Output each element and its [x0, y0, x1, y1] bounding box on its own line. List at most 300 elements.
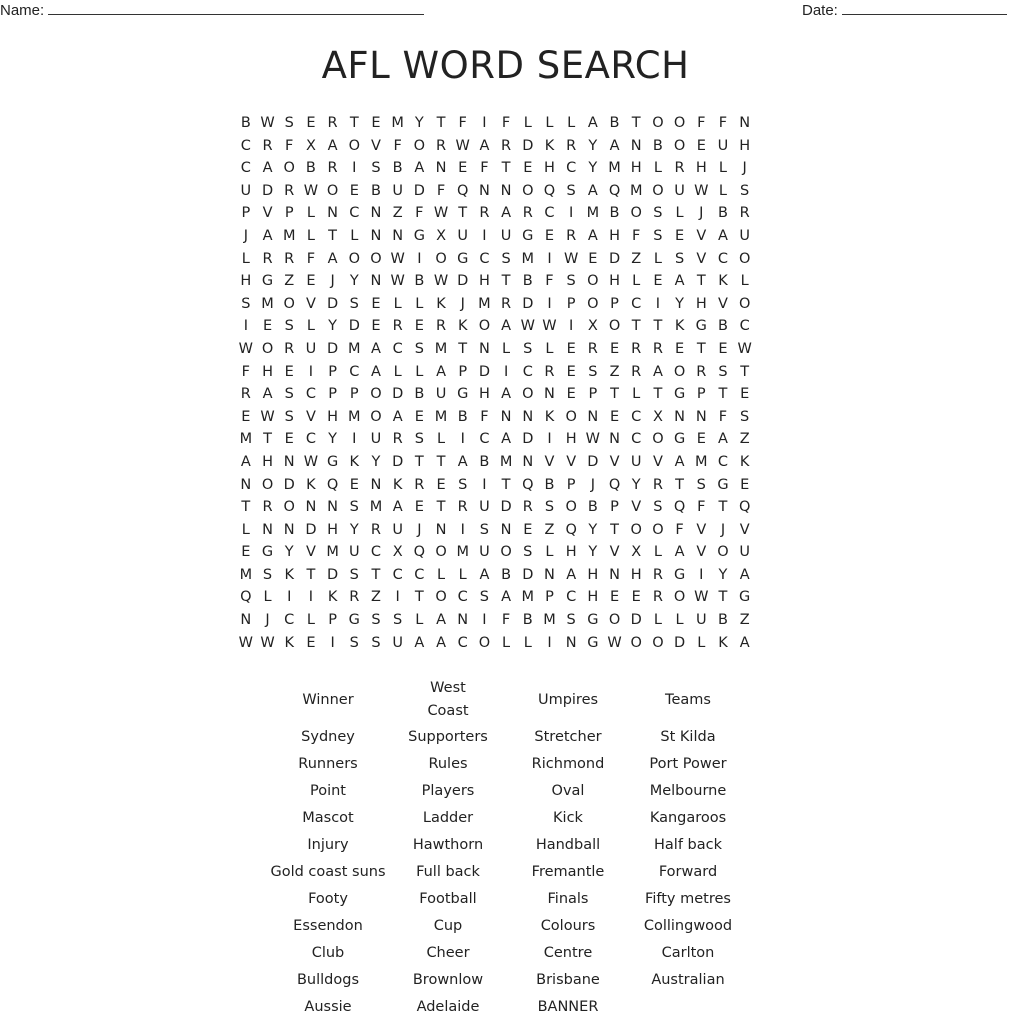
- grid-letter: A: [262, 386, 273, 403]
- grid-letter: P: [588, 386, 598, 403]
- grid-letter: E: [414, 408, 424, 425]
- grid-letter: M: [282, 227, 296, 244]
- grid-letter: T: [675, 476, 685, 493]
- grid-letter: G: [522, 227, 534, 244]
- grid-letter: T: [501, 476, 511, 493]
- grid-letter: T: [610, 386, 619, 403]
- grid-letter: I: [460, 431, 465, 448]
- grid-letter: S: [740, 408, 750, 425]
- word-item: Cup: [433, 918, 463, 934]
- grid-letter: Z: [284, 273, 295, 290]
- word-item: Kick: [553, 810, 583, 826]
- grid-letter: Y: [588, 137, 598, 154]
- grid-letter: L: [415, 295, 424, 312]
- grid-row: [235, 180, 756, 203]
- grid-row: [235, 157, 756, 180]
- grid-letter: X: [652, 408, 663, 425]
- grid-letter: E: [653, 273, 663, 290]
- grid-letter: G: [587, 634, 599, 651]
- grid-letter: R: [327, 160, 338, 177]
- grid-letter: W: [737, 340, 752, 357]
- grid-letter: V: [305, 544, 316, 561]
- grid-letter: K: [739, 453, 750, 470]
- grid-letter: O: [652, 182, 664, 199]
- grid-letter: C: [240, 160, 251, 177]
- grid-letter: I: [547, 431, 552, 448]
- grid-letter: A: [436, 634, 446, 651]
- grid-letter: R: [652, 566, 663, 583]
- grid-letter: T: [371, 566, 381, 583]
- grid-letter: K: [284, 566, 294, 583]
- grid-letter: O: [587, 273, 599, 290]
- grid-letter: W: [303, 182, 319, 199]
- grid-letter: M: [348, 408, 361, 425]
- word-item: Football: [419, 891, 477, 907]
- word-item: Winner: [302, 691, 354, 708]
- grid-letter: V: [262, 205, 273, 222]
- grid-letter: S: [740, 182, 750, 199]
- grid-letter: E: [675, 340, 685, 357]
- grid-letter: L: [653, 250, 662, 267]
- grid-letter: J: [699, 205, 704, 222]
- grid-letter: P: [349, 386, 359, 403]
- grid-letter: E: [284, 363, 294, 380]
- grid-letter: O: [565, 408, 577, 425]
- grid-letter: L: [632, 386, 641, 403]
- word-row: [268, 940, 748, 967]
- grid-letter: C: [305, 431, 316, 448]
- word-item: Brownlow: [412, 972, 484, 988]
- grid-letter: N: [565, 634, 577, 651]
- grid-letter: S: [479, 589, 490, 606]
- grid-letter: O: [565, 499, 577, 516]
- grid-letter: R: [739, 205, 750, 222]
- grid-letter: O: [370, 250, 382, 267]
- grid-letter: B: [305, 160, 316, 177]
- grid-row: [235, 293, 756, 316]
- grid-letter: M: [456, 544, 469, 561]
- grid-letter: H: [240, 273, 252, 290]
- grid-letter: I: [547, 634, 552, 651]
- grid-letter: U: [739, 544, 750, 561]
- grid-letter: W: [260, 115, 275, 131]
- grid-letter: D: [413, 182, 425, 199]
- grid-letter: O: [738, 295, 751, 312]
- grid-letter: D: [500, 499, 512, 516]
- grid-letter: A: [739, 634, 750, 651]
- grid-row: [235, 496, 756, 519]
- grid-letter: H: [609, 273, 620, 290]
- grid-letter: E: [566, 363, 576, 380]
- word-item: Umpires: [537, 691, 599, 708]
- grid-letter: M: [521, 589, 535, 606]
- grid-letter: N: [609, 431, 620, 448]
- grid-letter: H: [695, 160, 707, 177]
- date-label: Date:: [802, 2, 838, 19]
- grid-letter: E: [371, 318, 381, 335]
- grid-letter: R: [284, 340, 295, 357]
- grid-letter: K: [544, 137, 555, 154]
- grid-letter: E: [349, 476, 359, 493]
- grid-letter: W: [260, 634, 275, 651]
- grid-letter: S: [458, 476, 468, 493]
- grid-letter: A: [674, 273, 685, 290]
- grid-letter: A: [479, 137, 490, 154]
- grid-letter: M: [369, 499, 383, 516]
- grid-letter: D: [305, 521, 317, 538]
- grid-letter: N: [674, 408, 686, 425]
- word-item: Colours: [540, 918, 596, 934]
- grid-letter: E: [306, 115, 316, 131]
- word-item: Supporters: [408, 729, 488, 745]
- grid-letter: Q: [738, 499, 751, 516]
- grid-row: [235, 451, 756, 474]
- grid-letter: W: [390, 273, 405, 290]
- grid-letter: E: [284, 431, 294, 448]
- grid-letter: T: [501, 160, 511, 177]
- grid-letter: N: [435, 160, 447, 177]
- grid-row: [235, 609, 756, 632]
- grid-letter: U: [739, 227, 750, 244]
- grid-letter: H: [262, 363, 273, 380]
- grid-letter: R: [457, 499, 468, 516]
- grid-letter: O: [587, 295, 599, 312]
- grid-letter: E: [458, 160, 468, 177]
- grid-letter: Q: [326, 476, 339, 493]
- grid-letter: M: [261, 295, 274, 312]
- grid-letter: A: [501, 205, 512, 222]
- grid-letter: H: [565, 544, 577, 561]
- grid-letter: U: [305, 340, 317, 357]
- grid-letter: L: [458, 566, 467, 583]
- grid-letter: P: [696, 386, 706, 403]
- grid-letter: C: [349, 363, 360, 380]
- word-item: Bulldogs: [296, 972, 360, 988]
- grid-letter: L: [393, 363, 402, 380]
- grid-letter: Y: [675, 295, 685, 312]
- grid-letter: D: [457, 273, 469, 290]
- grid-letter: S: [371, 160, 381, 177]
- grid-letter: P: [284, 205, 294, 222]
- grid-letter: G: [695, 318, 707, 335]
- grid-letter: S: [653, 205, 663, 222]
- grid-letter: P: [328, 363, 337, 380]
- grid-letter: H: [587, 589, 599, 606]
- grid-letter: T: [718, 589, 728, 606]
- grid-letter: O: [478, 634, 491, 651]
- grid-letter: D: [587, 453, 599, 470]
- grid-letter: L: [436, 566, 446, 583]
- grid-letter: O: [261, 476, 274, 493]
- grid-letter: R: [284, 182, 295, 199]
- grid-letter: B: [414, 386, 425, 403]
- grid-letter: D: [392, 453, 404, 470]
- grid-letter: W: [607, 634, 622, 651]
- grid-letter: G: [261, 273, 274, 290]
- grid-letter: E: [544, 227, 555, 244]
- word-row: [268, 676, 748, 724]
- word-item: Point: [309, 783, 346, 799]
- grid-letter: E: [696, 137, 706, 154]
- grid-letter: A: [392, 408, 403, 425]
- grid-letter: O: [435, 544, 447, 561]
- word-row: [268, 832, 748, 859]
- grid-letter: E: [631, 589, 641, 606]
- grid-letter: V: [371, 137, 381, 154]
- grid-letter: K: [544, 408, 555, 425]
- grid-letter: L: [502, 634, 511, 651]
- grid-letter: C: [479, 250, 490, 267]
- word-item: Footy: [308, 891, 348, 907]
- grid-letter: S: [653, 499, 663, 516]
- grid-letter: B: [501, 566, 512, 583]
- grid-letter: G: [348, 612, 360, 629]
- grid-letter: R: [696, 363, 707, 380]
- grid-letter: E: [609, 589, 620, 606]
- grid-letter: C: [305, 386, 316, 403]
- grid-letter: L: [653, 612, 662, 629]
- grid-letter: A: [414, 634, 425, 651]
- grid-letter: B: [717, 318, 728, 335]
- grid-letter: L: [740, 273, 749, 290]
- grid-letter: B: [392, 160, 403, 177]
- grid-letter: M: [543, 612, 556, 629]
- grid-letter: W: [433, 205, 449, 222]
- grid-letter: J: [590, 476, 595, 493]
- grid-letter: W: [563, 250, 579, 267]
- grid-letter: D: [392, 386, 404, 403]
- grid-letter: N: [435, 521, 447, 538]
- grid-letter: O: [500, 544, 512, 561]
- grid-letter: C: [566, 160, 577, 177]
- word-item: Ladder: [422, 810, 474, 826]
- grid-letter: B: [717, 612, 728, 629]
- word-item: Richmond: [531, 756, 605, 772]
- word-list: [268, 676, 748, 1021]
- grid-letter: R: [479, 205, 490, 222]
- grid-letter: B: [457, 408, 468, 425]
- grid-letter: Q: [457, 182, 469, 199]
- grid-letter: L: [502, 340, 511, 357]
- grid-letter: T: [718, 499, 728, 516]
- grid-letter: U: [500, 227, 512, 244]
- grid-letter: T: [458, 340, 468, 357]
- grid-letter: L: [306, 318, 315, 335]
- grid-letter: T: [740, 363, 750, 380]
- grid-letter: O: [652, 634, 664, 651]
- grid-letter: O: [283, 160, 295, 177]
- grid-letter: O: [652, 521, 664, 538]
- grid-letter: T: [436, 453, 446, 470]
- grid-letter: W: [455, 137, 470, 154]
- grid-letter: E: [241, 544, 251, 561]
- grid-letter: C: [522, 363, 533, 380]
- word-item: Players: [421, 783, 475, 799]
- grid-letter: A: [501, 318, 512, 335]
- grid-letter: M: [391, 115, 404, 131]
- grid-letter: R: [652, 589, 663, 606]
- grid-letter: H: [630, 566, 642, 583]
- grid-letter: W: [390, 250, 405, 267]
- grid-letter: M: [608, 160, 621, 177]
- grid-letter: R: [631, 363, 642, 380]
- grid-letter: R: [566, 137, 577, 154]
- grid-letter: E: [740, 386, 750, 403]
- grid-letter: G: [673, 386, 686, 403]
- word-item: Injury: [307, 837, 349, 853]
- grid-row: [235, 270, 756, 293]
- grid-letter: R: [349, 589, 360, 606]
- grid-letter: A: [718, 431, 728, 448]
- grid-letter: Y: [284, 544, 294, 561]
- grid-row: [235, 428, 756, 451]
- grid-row: [235, 474, 756, 497]
- grid-letter: V: [718, 295, 728, 312]
- grid-letter: R: [392, 431, 403, 448]
- grid-letter: U: [717, 137, 729, 154]
- grid-letter: S: [349, 566, 359, 583]
- grid-letter: U: [479, 544, 490, 561]
- grid-letter: O: [348, 137, 360, 154]
- grid-letter: F: [415, 205, 424, 222]
- grid-letter: Q: [608, 476, 621, 493]
- grid-letter: U: [392, 182, 403, 199]
- grid-letter: I: [287, 589, 292, 606]
- grid-letter: N: [283, 521, 295, 538]
- grid-letter: J: [243, 227, 248, 244]
- grid-letter: T: [306, 566, 316, 583]
- grid-letter: C: [717, 453, 729, 470]
- grid-letter: U: [435, 386, 447, 403]
- grid-letter: K: [349, 453, 360, 470]
- grid-letter: I: [569, 318, 574, 335]
- grid-letter: S: [501, 250, 511, 267]
- word-row: [268, 805, 748, 832]
- grid-letter: N: [370, 205, 382, 222]
- grid-letter: L: [436, 431, 446, 448]
- grid-letter: N: [522, 408, 534, 425]
- grid-letter: S: [566, 612, 576, 629]
- word-row: [268, 778, 748, 805]
- grid-row: [235, 112, 756, 135]
- grid-letter: Y: [718, 566, 728, 583]
- grid-letter: C: [479, 431, 490, 448]
- grid-letter: H: [478, 386, 490, 403]
- grid-letter: L: [632, 273, 641, 290]
- grid-letter: O: [413, 137, 426, 154]
- grid-letter: N: [240, 476, 252, 493]
- grid-letter: F: [480, 160, 489, 177]
- grid-letter: A: [609, 137, 620, 154]
- grid-letter: L: [523, 634, 532, 651]
- grid-letter: E: [436, 476, 446, 493]
- grid-letter: Z: [609, 363, 620, 380]
- grid-row: [235, 519, 756, 542]
- grid-letter: S: [393, 612, 403, 629]
- grid-letter: P: [610, 295, 619, 312]
- grid-letter: S: [414, 340, 424, 357]
- grid-letter: R: [652, 476, 663, 493]
- grid-letter: D: [327, 340, 339, 357]
- grid-letter: K: [674, 318, 685, 335]
- grid-letter: U: [240, 182, 252, 199]
- grid-letter: A: [262, 160, 273, 177]
- grid-letter: K: [306, 476, 316, 493]
- grid-letter: E: [371, 295, 381, 312]
- grid-letter: T: [349, 115, 359, 131]
- grid-letter: Z: [371, 589, 381, 606]
- grid-letter: O: [348, 250, 360, 267]
- grid-letter: A: [327, 250, 338, 267]
- word-item: Port Power: [649, 756, 727, 772]
- grid-letter: R: [501, 295, 512, 312]
- grid-letter: M: [239, 566, 253, 583]
- grid-letter: L: [675, 205, 684, 222]
- grid-letter: T: [458, 205, 468, 222]
- grid-letter: R: [370, 521, 381, 538]
- grid-letter: A: [479, 566, 490, 583]
- grid-letter: M: [695, 453, 708, 470]
- grid-letter: M: [326, 544, 339, 561]
- grid-letter: A: [501, 386, 512, 403]
- grid-letter: A: [240, 453, 251, 470]
- grid-letter: S: [284, 408, 294, 425]
- grid-letter: M: [521, 250, 535, 267]
- grid-letter: Q: [522, 476, 534, 493]
- grid-letter: B: [522, 612, 533, 629]
- grid-letter: F: [675, 521, 684, 538]
- grid-letter: S: [674, 250, 685, 267]
- grid-letter: M: [478, 295, 491, 312]
- grid-letter: T: [263, 431, 272, 448]
- grid-letter: E: [566, 340, 576, 357]
- grid-letter: B: [479, 453, 490, 470]
- grid-letter: H: [327, 408, 339, 425]
- grid-letter: K: [718, 634, 728, 651]
- word-row: [268, 994, 748, 1021]
- grid-letter: C: [631, 408, 642, 425]
- grid-letter: I: [482, 227, 487, 244]
- grid-letter: N: [478, 182, 490, 199]
- grid-letter: V: [739, 521, 750, 538]
- grid-letter: O: [283, 295, 295, 312]
- grid-letter: S: [284, 386, 294, 403]
- grid-letter: S: [523, 544, 533, 561]
- grid-letter: V: [305, 295, 316, 312]
- grid-letter: O: [478, 318, 491, 335]
- grid-letter: C: [544, 205, 555, 222]
- grid-row: [235, 248, 756, 271]
- grid-letter: O: [370, 408, 382, 425]
- grid-letter: R: [262, 250, 273, 267]
- grid-letter: A: [587, 227, 598, 244]
- grid-letter: C: [284, 612, 295, 629]
- grid-letter: L: [241, 521, 250, 538]
- grid-letter: J: [460, 295, 465, 312]
- grid-letter: M: [499, 453, 513, 470]
- word-item: Brisbane: [536, 972, 600, 988]
- grid-letter: R: [392, 318, 403, 335]
- grid-letter: L: [393, 295, 402, 312]
- grid-letter: H: [565, 431, 577, 448]
- grid-letter: H: [587, 566, 599, 583]
- grid-letter: Y: [371, 453, 381, 470]
- grid-letter: E: [414, 318, 424, 335]
- grid-letter: T: [653, 318, 663, 335]
- grid-letter: P: [328, 612, 337, 629]
- grid-letter: U: [674, 182, 685, 199]
- date-field: [802, 2, 1007, 19]
